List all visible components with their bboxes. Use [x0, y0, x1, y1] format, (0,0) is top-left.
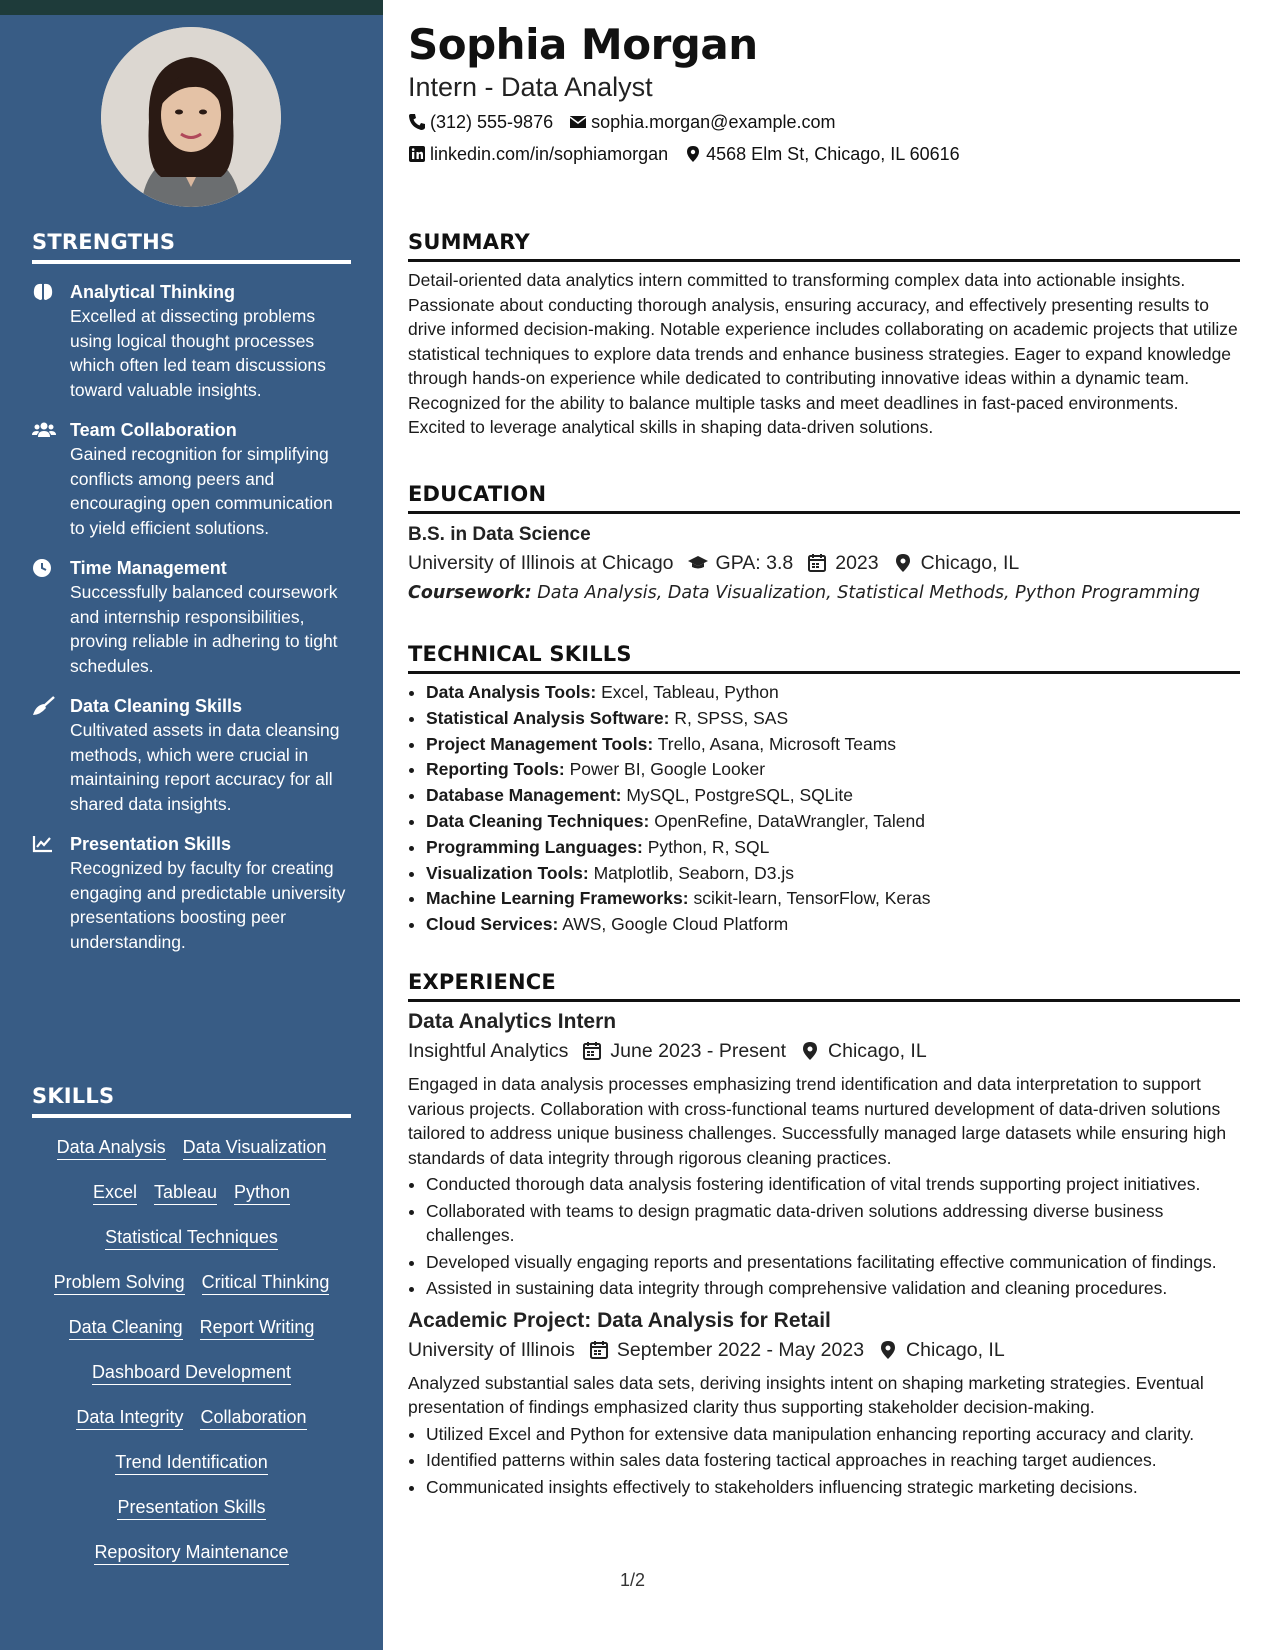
- job-bullet: • Developed visually engaging reports and presentations facilitating effective communication of findings.: [426, 1250, 1240, 1275]
- skill-tag: Critical Thinking: [202, 1272, 330, 1295]
- technical-skill-value: OpenRefine, DataWrangler, Talend: [654, 810, 925, 831]
- skill-tag: Python: [234, 1182, 290, 1205]
- technical-skill-value: scikit-learn, TensorFlow, Keras: [693, 888, 931, 909]
- skills-heading: SKILLS: [32, 1084, 351, 1118]
- job-entry: [408, 1307, 1240, 1500]
- phone-text: (312) 555-9876: [430, 112, 554, 132]
- calendar-icon: [807, 553, 827, 573]
- gpa: GPA: 3.8: [715, 552, 794, 574]
- linkedin[interactable]: [408, 138, 668, 170]
- strength-item: [32, 556, 351, 678]
- address-text: 4568 Elm St, Chicago, IL 60616: [706, 144, 960, 164]
- calendar-icon: [589, 1340, 609, 1360]
- technical-skill-item: [426, 886, 1240, 912]
- calendar-icon: [582, 1041, 602, 1061]
- strength-title: Analytical Thinking: [70, 282, 236, 302]
- technical-skill-label: Database Management:: [426, 785, 622, 806]
- strength-title: Time Management: [70, 558, 227, 578]
- address: [684, 138, 960, 170]
- school: University of Illinois at Chicago: [408, 552, 674, 574]
- skill-tag: Repository Maintenance: [94, 1542, 288, 1565]
- job-dates: September 2022 - May 2023: [616, 1338, 865, 1361]
- skill-tag: Problem Solving: [54, 1272, 185, 1295]
- summary-section: [408, 230, 1240, 440]
- page-number: 1/2: [620, 1570, 646, 1590]
- clock-icon: [32, 558, 54, 578]
- job-location: Chicago, IL: [906, 1338, 1005, 1361]
- map-pin-icon: [800, 1041, 820, 1061]
- candidate-name: Sophia Morgan: [408, 20, 758, 69]
- technical-skill-value: Power BI, Google Looker: [569, 759, 766, 780]
- technical-skill-label: Programming Languages:: [426, 836, 643, 857]
- strength-item: [32, 280, 351, 402]
- sidebar: [0, 0, 383, 1650]
- education-heading: EDUCATION: [408, 482, 1240, 514]
- job-bullet: • Conducted thorough data analysis fostering identification of vital trends supporting project initiatives.: [426, 1172, 1240, 1197]
- technical-skill-label: Project Management Tools:: [426, 733, 654, 754]
- job-title: Data Analytics Intern: [408, 1010, 617, 1033]
- technical-skill-label: Reporting Tools:: [426, 759, 565, 780]
- strength-desc: Recognized by faculty for creating engaging and predictable university presentations boosting peer understanding.: [70, 858, 346, 952]
- strengths-section: [32, 230, 351, 954]
- company: Insightful Analytics: [408, 1040, 569, 1062]
- contact-row: [408, 106, 1240, 138]
- linkedin-text[interactable]: linkedin.com/in/sophiamorgan: [430, 144, 669, 164]
- skill-tag: Presentation Skills: [117, 1497, 265, 1520]
- job-bullet: • Collaborated with teams to design pragmatic data-driven solutions addressing diverse business challenges.: [426, 1199, 1240, 1248]
- strength-desc: Successfully balanced coursework and internship responsibilities, proving reliable in adhering to tight schedules.: [70, 582, 338, 676]
- technical-skill-label: Data Analysis Tools:: [426, 682, 597, 702]
- education-section: [408, 482, 1240, 608]
- technical-skill-item: [426, 912, 1240, 938]
- technical-skill-item: [426, 861, 1240, 887]
- company: University of Illinois: [408, 1338, 575, 1361]
- strengths-heading: STRENGTHS: [32, 230, 351, 264]
- experience-heading: EXPERIENCE: [408, 970, 1240, 1002]
- technical-skill-value: Trello, Asana, Microsoft Teams: [657, 733, 897, 754]
- linkedin-icon: [408, 145, 426, 163]
- technical-skill-label: Data Cleaning Techniques:: [426, 810, 650, 831]
- profile-photo: [101, 27, 281, 207]
- skill-tag: Collaboration: [200, 1407, 306, 1430]
- technical-skill-value: Python, R, SQL: [647, 836, 770, 857]
- technical-skill-item: [426, 757, 1240, 783]
- education-meta: [408, 548, 1240, 578]
- email-text[interactable]: sophia.morgan@example.com: [591, 112, 836, 132]
- technical-skills-section: [408, 642, 1240, 938]
- job-bullets: [408, 1422, 1240, 1500]
- strength-desc: Gained recognition for simplifying conflicts among peers and encouraging open communication to yield efficient solutions.: [70, 444, 333, 538]
- skill-tag: Report Writing: [200, 1317, 315, 1340]
- skill-tag: Tableau: [154, 1182, 217, 1205]
- technical-skill-label: Machine Learning Frameworks:: [426, 888, 689, 909]
- skill-tag: Trend Identification: [115, 1452, 267, 1475]
- job-location: Chicago, IL: [828, 1040, 927, 1062]
- skill-row: [32, 1351, 351, 1396]
- skill-row: [32, 1396, 351, 1441]
- skill-tag: Data Cleaning: [69, 1317, 183, 1340]
- summary-heading: SUMMARY: [408, 230, 1240, 262]
- job-meta: [408, 1036, 1240, 1066]
- skill-row: [32, 1171, 351, 1216]
- map-pin-icon: [893, 553, 913, 573]
- graduation-cap-icon: [688, 553, 708, 573]
- skill-row: [32, 1441, 351, 1486]
- phone: [408, 106, 553, 138]
- skill-row: [32, 1486, 351, 1531]
- job-dates: June 2023 - Present: [610, 1040, 787, 1062]
- brain-icon: [32, 282, 54, 302]
- school-location: Chicago, IL: [920, 552, 1020, 574]
- broom-icon: [32, 696, 54, 716]
- job-entry: [408, 1008, 1240, 1301]
- technical-skill-label: Visualization Tools:: [426, 862, 589, 883]
- technical-skill-item: [426, 680, 1240, 706]
- strength-item: [32, 694, 351, 816]
- technical-skill-item: [426, 783, 1240, 809]
- experience-section: [408, 970, 1240, 1501]
- technical-skill-value: Excel, Tableau, Python: [601, 682, 779, 702]
- map-pin-icon: [878, 1340, 898, 1360]
- technical-skill-label: Statistical Analysis Software:: [426, 707, 670, 728]
- strength-title: Team Collaboration: [70, 420, 237, 440]
- envelope-icon: [569, 113, 587, 131]
- technical-skills-list: [408, 680, 1240, 938]
- technical-skill-value: Matplotlib, Seaborn, D3.js: [593, 862, 794, 883]
- summary-text: Detail-oriented data analytics intern committed to transforming complex data into actionable insights. Passionate about conducting thorough analysis, ensuring accuracy, and effectively presenting results to drive informed decision-making. Notable experience includes collaborating on academic projects that utilize statistical techniques to explore data trends and enhance business strategies. Eager to expand knowledge through hands-on experience while dedicated to contributing innovative ideas within a dynamic team. Recognized for the ability to balance multiple tasks and meet deadlines in fast-paced environments. Excited to leverage analytical skills in shaping data-driven solutions.: [408, 270, 1238, 437]
- skill-row: [32, 1126, 351, 1171]
- resume-header: [408, 20, 1240, 170]
- skill-tag: Data Analysis: [57, 1137, 166, 1160]
- skill-row: [32, 1306, 351, 1351]
- strength-desc: Excelled at dissecting problems using logical thought processes which often led team discussions toward valuable insights.: [70, 306, 326, 400]
- job-bullet: • Communicated insights effectively to stakeholders influencing strategic marketing decisions.: [426, 1475, 1240, 1500]
- technical-skill-item: [426, 706, 1240, 732]
- technical-skill-item: [426, 835, 1240, 861]
- coursework-list: Data Analysis, Data Visualization, Statistical Methods, Python Programming: [537, 583, 1201, 603]
- technical-skills-heading: TECHNICAL SKILLS: [408, 642, 1240, 674]
- skill-tag: Data Visualization: [183, 1137, 327, 1160]
- strength-title: Data Cleaning Skills: [70, 696, 243, 716]
- job-summary: Engaged in data analysis processes emphasizing trend identification and data interpretation to support various projects. Collaboration with cross-functional teams nurtured development of data-driven solutions tailored to address unique business challenges. Successfully managed large datasets while ensuring high standards of data integrity through rigorous cleaning practices.: [408, 1074, 1227, 1168]
- skill-tag: Statistical Techniques: [105, 1227, 278, 1250]
- skills-list: [32, 1126, 351, 1576]
- contact-row: [408, 138, 1240, 170]
- job-bullet: • Assisted in sustaining data integrity through comprehensive validation and cleaning procedures.: [426, 1276, 1240, 1301]
- technical-skill-label: Cloud Services:: [426, 914, 559, 935]
- graduation-year: 2023: [835, 552, 879, 574]
- strength-item: [32, 418, 351, 540]
- skill-tag: Excel: [93, 1182, 137, 1205]
- job-meta: [408, 1335, 1240, 1365]
- strength-title: Presentation Skills: [70, 834, 232, 854]
- phone-icon: [408, 113, 426, 131]
- map-pin-icon: [684, 145, 702, 163]
- job-bullet: • Identified patterns within sales data fostering tactical approaches in reaching target audiences.: [426, 1448, 1240, 1473]
- email[interactable]: [569, 106, 835, 138]
- job-summary: Analyzed substantial sales data sets, deriving insights intent on shaping marketing strategies. Eventual presentation of findings emphasized clarity thus supporting stakeholder decision-making.: [408, 1372, 1204, 1417]
- coursework-label: Coursework:: [408, 583, 532, 603]
- technical-skill-item: [426, 732, 1240, 758]
- candidate-role: Intern - Data Analyst: [408, 72, 653, 102]
- skill-row: [32, 1531, 351, 1576]
- technical-skill-value: AWS, Google Cloud Platform: [562, 914, 789, 935]
- strength-desc: Cultivated assets in data cleansing methods, which were crucial in maintaining report accuracy for all shared data insights.: [70, 720, 340, 814]
- coursework: [408, 578, 1240, 608]
- sidebar-top-bar: [0, 0, 383, 15]
- technical-skill-value: MySQL, PostgreSQL, SQLite: [626, 785, 853, 806]
- skill-tag: Data Integrity: [76, 1407, 183, 1430]
- skill-row: [32, 1216, 351, 1261]
- technical-skill-item: [426, 809, 1240, 835]
- skills-section: [32, 1084, 351, 1576]
- job-title: Academic Project: Data Analysis for Retail: [408, 1308, 831, 1332]
- job-bullets: [408, 1172, 1240, 1301]
- skill-row: [32, 1261, 351, 1306]
- degree: B.S. in Data Science: [408, 524, 591, 545]
- users-icon: [32, 420, 54, 440]
- chart-line-icon: [32, 834, 54, 854]
- skill-tag: Dashboard Development: [92, 1362, 291, 1385]
- strength-item: [32, 832, 351, 954]
- technical-skill-value: R, SPSS, SAS: [674, 707, 789, 728]
- job-bullet: • Utilized Excel and Python for extensive data manipulation enhancing reporting accuracy and clarity.: [426, 1422, 1240, 1447]
